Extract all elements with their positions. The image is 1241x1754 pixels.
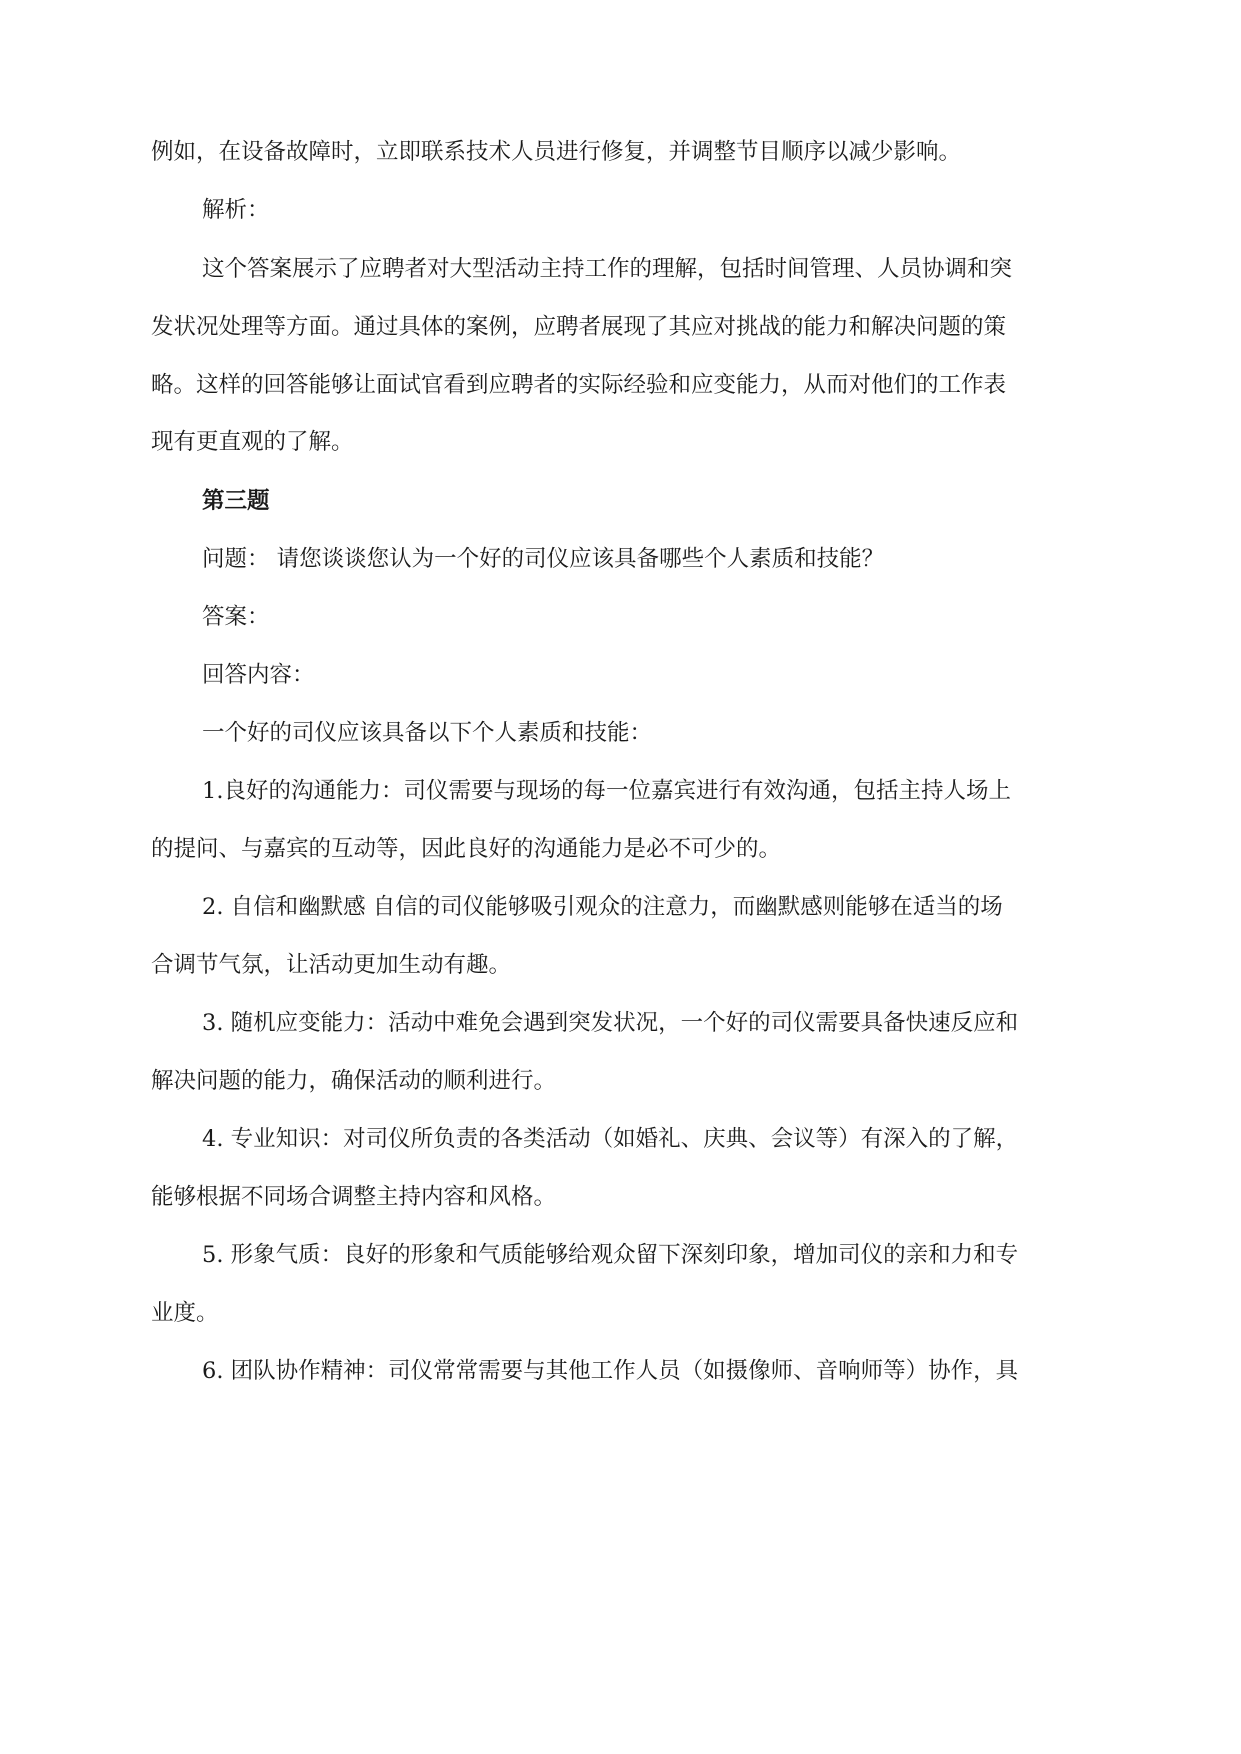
list-item-line: 4. 专业知识：对司仪所负责的各类活动（如婚礼、庆典、会议等）有深入的了解， xyxy=(202,1126,1019,1152)
list-item-line: 2. 自信和幽默感 自信的司仪能够吸引观众的注意力，而幽默感则能够在适当的场 xyxy=(202,894,1003,920)
list-item-line: 合调节气氛，让活动更加生动有趣。 xyxy=(151,952,512,978)
list-item-line: 解决问题的能力，确保活动的顺利进行。 xyxy=(151,1068,557,1094)
question-line: 问题： 请您谈谈您认为一个好的司仪应该具备哪些个人素质和技能？ xyxy=(202,546,885,572)
response-label: 回答内容： xyxy=(202,662,315,688)
list-item-line: 6. 团队协作精神：司仪常常需要与其他工作人员（如摄像师、音响师等）协作，具 xyxy=(202,1358,1019,1384)
answer-label: 答案： xyxy=(202,604,270,630)
list-item-line: 5. 形象气质：良好的形象和气质能够给观众留下深刻印象，增加司仪的亲和力和专 xyxy=(202,1242,1019,1268)
paragraph-line: 例如，在设备故障时，立即联系技术人员进行修复，并调整节目顺序以减少影响。 xyxy=(151,139,962,165)
paragraph-line: 现有更直观的了解。 xyxy=(151,429,354,455)
paragraph-line: 略。这样的回答能够让面试官看到应聘者的实际经验和应变能力，从而对他们的工作表 xyxy=(151,372,1007,398)
paragraph-line: 一个好的司仪应该具备以下个人素质和技能： xyxy=(202,720,653,746)
section-heading: 第三题 xyxy=(202,488,270,514)
list-item-line: 业度。 xyxy=(151,1300,219,1326)
paragraph-line: 发状况处理等方面。通过具体的案例，应聘者展现了其应对挑战的能力和解决问题的策 xyxy=(151,314,1007,340)
list-item-line: 1.良好的沟通能力：司仪需要与现场的每一位嘉宾进行有效沟通，包括主持人场上 xyxy=(202,778,1011,804)
paragraph-line: 这个答案展示了应聘者对大型活动主持工作的理解，包括时间管理、人员协调和突 xyxy=(202,256,1013,282)
list-item-line: 3. 随机应变能力：活动中难免会遇到突发状况，一个好的司仪需要具备快速反应和 xyxy=(202,1010,1019,1036)
list-item-line: 能够根据不同场合调整主持内容和风格。 xyxy=(151,1184,557,1210)
list-item-line: 的提问、与嘉宾的互动等，因此良好的沟通能力是必不可少的。 xyxy=(151,836,782,862)
analysis-label: 解析： xyxy=(202,197,270,223)
